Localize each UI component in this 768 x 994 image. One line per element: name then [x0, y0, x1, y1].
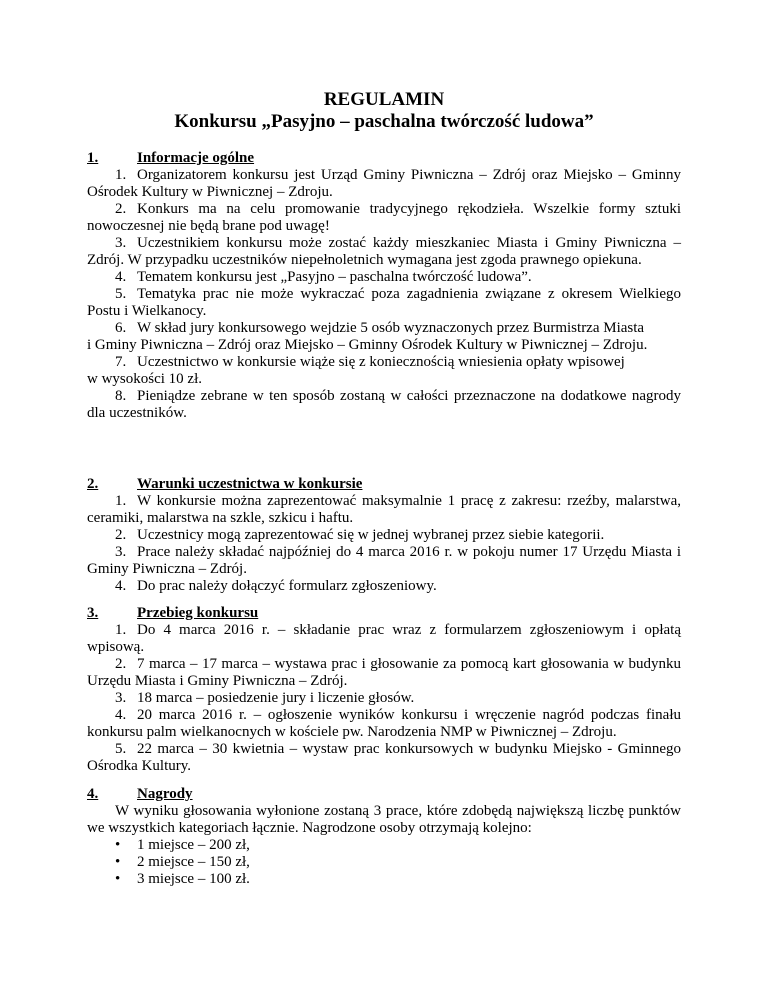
item-continuation: w wysokości 10 zł. — [87, 371, 202, 387]
list-item — [87, 622, 681, 656]
list-item — [87, 493, 681, 527]
section-header — [87, 150, 681, 167]
list-item — [87, 269, 681, 286]
list-item — [87, 354, 681, 371]
section-heading: Warunki uczestnictwa w konkursie — [137, 476, 363, 492]
section-number: 4. — [87, 786, 99, 802]
prize-text: 3 miejsce – 100 zł. — [137, 871, 250, 887]
section-heading: Przebieg konkursu — [137, 605, 259, 621]
section-header — [87, 605, 681, 622]
prize-text: 1 miejsce – 200 zł, — [137, 837, 250, 853]
item-text: Uczestnictwo w konkursie wiąże się z koniecznością wniesienia opłaty wpisowej — [137, 354, 625, 370]
section-number: 2. — [87, 476, 99, 492]
item-continuation: i Gminy Piwniczna – Zdrój oraz Miejsko – Gminny Ośrodek Kultury w Piwnicznej – Zdroju. — [87, 337, 648, 353]
prize-item — [87, 854, 681, 871]
item-number: 5. — [115, 286, 127, 302]
list-item — [87, 235, 681, 269]
item-number: 3. — [115, 544, 127, 560]
item-text: 22 marca – 30 kwietnia – wystaw prac konkursowych w budynku Miejsko - Gminnego Ośrodka Kultury. — [87, 741, 681, 774]
item-number: 3. — [115, 235, 127, 251]
item-text: 18 marca – posiedzenie jury i liczenie głosów. — [137, 690, 415, 706]
list-item — [87, 527, 681, 544]
item-text: Prace należy składać najpóźniej do 4 marca 2016 r. w pokoju numer 17 Urzędu Miasta i Gminy Piwniczna – Zdrój. — [87, 544, 681, 577]
item-text: Do prac należy dołączyć formularz zgłoszeniowy. — [137, 578, 437, 594]
item-text: Tematem konkursu jest „Pasyjno – paschalna twórczość ludowa”. — [137, 269, 532, 285]
item-number: 1. — [115, 493, 127, 509]
bullet-icon: • — [115, 837, 121, 853]
bullet-icon: • — [115, 854, 121, 870]
bullet-icon: • — [115, 871, 121, 887]
list-item — [87, 388, 681, 422]
section-header — [87, 786, 681, 803]
item-text: 7 marca – 17 marca – wystawa prac i głosowanie za pomocą kart głosowania w budynku Urzędu Miasta i Gminy Piwniczna – Zdrój. — [87, 656, 681, 689]
item-text: Pieniądze zebrane w ten sposób zostaną w całości przeznaczone na dodatkowe nagrody dla uczestników. — [87, 388, 681, 421]
list-item — [87, 578, 681, 595]
item-number: 7. — [115, 354, 127, 370]
item-number: 1. — [115, 167, 127, 183]
item-number: 4. — [115, 707, 127, 723]
list-item — [87, 741, 681, 775]
document-title: REGULAMIN — [323, 89, 445, 110]
item-number: 4. — [115, 269, 127, 285]
list-item — [87, 544, 681, 578]
item-text: 20 marca 2016 r. – ogłoszenie wyników konkursu i wręczenie nagród podczas finału konkursu palm wielkanocnych w kościele pw. Narodzenia NMP w Piwnicznej – Zdroju. — [87, 707, 681, 740]
item-number: 6. — [115, 320, 127, 336]
section-header — [87, 476, 681, 493]
section-participation — [87, 476, 681, 595]
prize-text: 2 miejsce – 150 zł, — [137, 854, 250, 870]
item-number: 1. — [115, 622, 127, 638]
item-number: 2. — [115, 656, 127, 672]
list-item — [87, 201, 681, 235]
document-subtitle: Konkursu „Pasyjno – paschalna twórczość ludowa” — [174, 111, 594, 132]
item-number: 4. — [115, 578, 127, 594]
list-item — [87, 690, 681, 707]
item-text: Organizatorem konkursu jest Urząd Gminy Piwniczna – Zdrój oraz Miejsko – Gminny Ośrodek Kultury w Piwnicznej – Zdroju. — [87, 167, 681, 200]
item-text: W konkursie można zaprezentować maksymalnie 1 pracę z zakresu: rzeźby, malarstwa, ceramiki, malarstwa na szkle, szkicu i haftu. — [87, 493, 681, 526]
list-item — [87, 286, 681, 320]
list-item — [87, 167, 681, 201]
section-heading: Nagrody — [137, 786, 193, 802]
item-text: Uczestnikiem konkursu może zostać każdy mieszkaniec Miasta i Gminy Piwniczna – Zdrój. W przypadku uczestników niepełnoletnich wymagana jest zgoda prawnego opiekuna. — [87, 235, 681, 268]
section-general-info — [87, 150, 681, 422]
list-item — [87, 320, 681, 337]
prizes-intro: W wyniku głosowania wyłonione zostaną 3 prace, które zdobędą największą liczbę punktów we wszystkich kategoriach łącznie. Nagrodzone osoby otrzymają kolejno: — [87, 803, 681, 836]
item-number: 3. — [115, 690, 127, 706]
item-number: 2. — [115, 201, 127, 217]
item-text: Tematyka prac nie może wykraczać poza zagadnienia związane z okresem Wielkiego Postu i Wielkanocy. — [87, 286, 681, 319]
section-number: 1. — [87, 150, 99, 166]
section-number: 3. — [87, 605, 99, 621]
list-item — [87, 656, 681, 690]
prize-item — [87, 871, 681, 888]
section-prizes — [87, 786, 681, 888]
item-text: W skład jury konkursowego wejdzie 5 osób wyznaczonych przez Burmistrza Miasta — [137, 320, 645, 336]
item-text: Uczestnicy mogą zaprezentować się w jednej wybranej przez siebie kategorii. — [137, 527, 605, 543]
prize-list — [87, 837, 681, 888]
item-number: 5. — [115, 741, 127, 757]
item-number: 8. — [115, 388, 127, 404]
item-text: Do 4 marca 2016 r. – składanie prac wraz z formularzem zgłoszeniowym i opłatą wpisową. — [87, 622, 681, 655]
item-number: 2. — [115, 527, 127, 543]
prize-item — [87, 837, 681, 854]
list-item — [87, 707, 681, 741]
section-heading: Informacje ogólne — [137, 150, 255, 166]
item-text: Konkurs ma na celu promowanie tradycyjnego rękodzieła. Wszelkie formy sztuki nowoczesnej nie będą brane pod uwagę! — [87, 201, 681, 234]
section-course — [87, 605, 681, 775]
